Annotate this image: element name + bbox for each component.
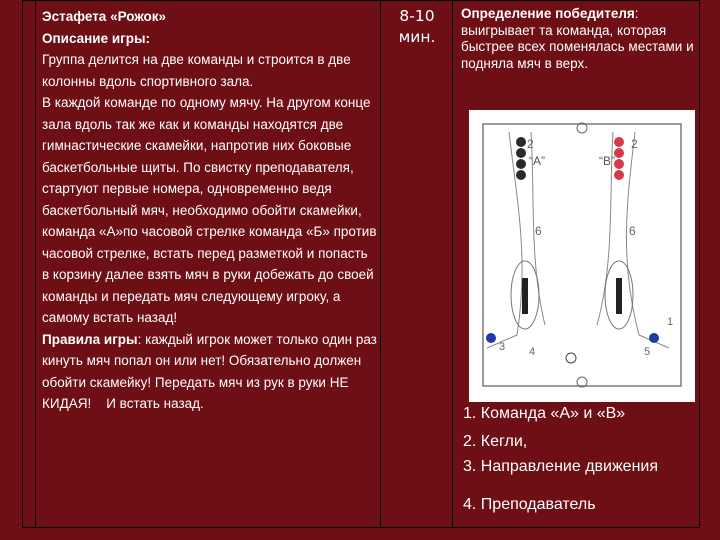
team-a-ball-icon <box>516 137 526 147</box>
game-title: Эстафета «Рожок» <box>42 9 167 24</box>
label-1: 1 <box>667 316 674 328</box>
bench-b-icon <box>616 278 622 314</box>
legend-item-2: 2. Кегли, <box>463 433 528 450</box>
team-a-ball-icon <box>516 159 526 169</box>
label-6: 6 <box>629 224 636 238</box>
duration-value: 8-10 <box>399 7 435 25</box>
winner-definition <box>461 6 697 72</box>
label-4: 4 <box>529 346 536 358</box>
legend-item-3: 3. Направление движения <box>463 458 658 475</box>
game-description <box>42 6 381 415</box>
team-b-ball-icon <box>614 159 624 169</box>
rules-heading: Правила игры <box>42 331 138 347</box>
teacher-icon <box>566 353 576 363</box>
team-a-ball-icon <box>516 170 526 180</box>
legend-item-4: 4. Преподаватель <box>463 496 596 513</box>
cone-b-icon <box>649 333 659 343</box>
winner-heading: Определение победителя <box>461 6 635 21</box>
team-a-label: “A” <box>529 154 545 168</box>
label-6: 6 <box>535 224 542 238</box>
label-3: 3 <box>499 341 506 353</box>
table-col-spacer <box>22 0 36 528</box>
label-5: 5 <box>644 346 651 358</box>
cone-a-icon <box>486 333 496 343</box>
description-text-2: В каждой команде по одному мячу. На другом конце зала вдоль так же как и команды находятся две гимнастические скамейки, напротив них боковые баскетбольные щиты. По свистку преподавателя, стартуют первые номера, одновременно ведя баскетбольный мяч, необходимо обойти скамейки, команда «А»по часовой стрелке команда «Б» против часовой стрелке, встать перед разметкой и попасть в корзину далее взять мяч в руки добежать до своей команды и передать мяч следующему игроку, а самому встать назад! <box>42 95 377 325</box>
team-a-ball-icon <box>516 148 526 158</box>
rules-paragraph <box>42 329 381 415</box>
relay-diagram-svg <box>469 110 695 402</box>
relay-diagram <box>469 110 695 402</box>
duration-unit: мин. <box>398 28 436 46</box>
team-b-path-icon <box>626 132 669 348</box>
team-b-label: “B” <box>599 154 615 168</box>
rules-text: : каждый игрок может только один раз кинуть мяч попал он или нет! Обязательно должен обойти скамейку! Передать мяч из рук в руки НЕ КИДАЯ! И встать назад. <box>42 331 381 411</box>
description-text: Группа делится на две команды и строится в две колонны вдоль спортивного зала. <box>42 52 351 89</box>
description-heading: Описание игры: <box>42 30 151 46</box>
team-b-ball-icon <box>614 137 624 147</box>
duration <box>381 6 453 48</box>
bench-a-icon <box>522 278 528 314</box>
winner-text: : выигрывает та команда, которая быстрее всех поменялась местами и подняла мяч в верх. <box>461 6 694 71</box>
label-2: 2 <box>631 137 638 151</box>
legend-item-1: 1. Команда «А» и «В» <box>463 405 626 422</box>
team-b-ball-icon <box>614 148 624 158</box>
team-b-ball-icon <box>614 170 624 180</box>
table-col-time <box>381 0 453 528</box>
label-2: 2 <box>527 137 534 151</box>
